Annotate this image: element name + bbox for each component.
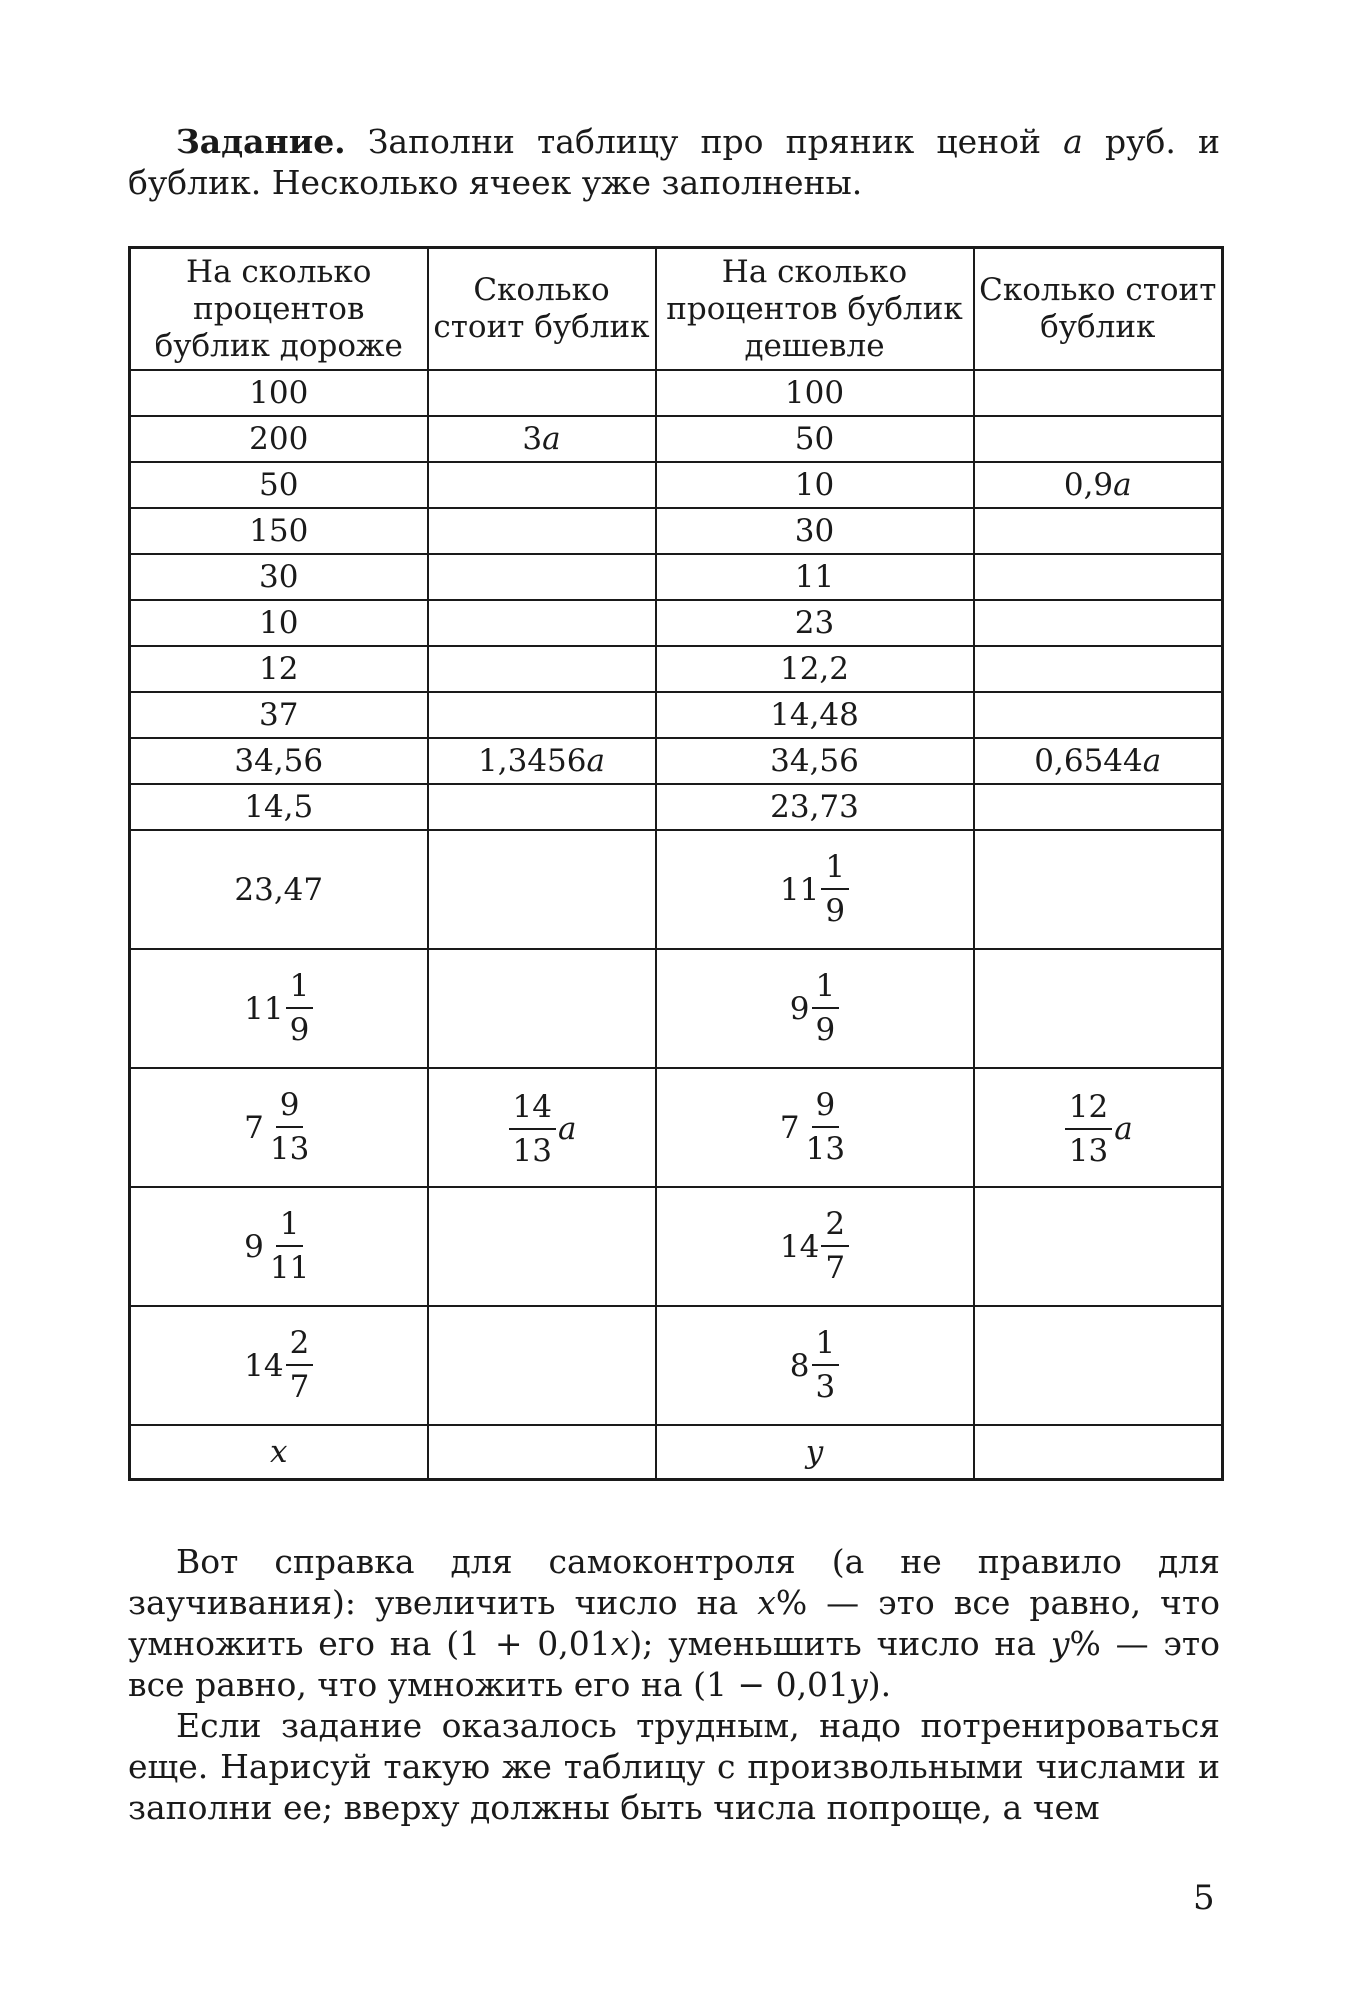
table-cell: y (656, 1425, 974, 1480)
percent-table (128, 246, 1224, 1481)
fraction: $\frac{12}{13}$ a (1063, 1092, 1133, 1167)
table-cell (974, 784, 1223, 830)
table-cell: 50 (656, 416, 974, 462)
table-row (130, 1425, 1223, 1480)
table-cell: 3a (428, 416, 656, 462)
table-row (130, 784, 1223, 830)
table-cell (428, 1425, 656, 1480)
table-cell: 34,56 (130, 738, 428, 784)
table-cell (428, 508, 656, 554)
table-cell: 150 (130, 508, 428, 554)
table-cell: 30 (656, 508, 974, 554)
table-cell (130, 1068, 428, 1187)
table-cell (974, 1187, 1223, 1306)
table-cell (428, 1306, 656, 1425)
header-percent-more: На сколько процентов бублик дороже (130, 248, 428, 371)
help-paragraph: Вот справка для самоконтроля (а не правило для заучивания): увеличить число на x% — это все равно, что умножить его на (1 + 0,01x); уменьшить число на y% — это все равно, что умножить его на (1 − 0,01y). (128, 1542, 1220, 1704)
table-row (130, 600, 1223, 646)
header-cost-1: Сколько стоит бублик (428, 248, 656, 371)
table-cell: 30 (130, 554, 428, 600)
table-row (130, 1306, 1223, 1425)
table-cell (974, 1068, 1223, 1187)
table-cell (130, 1306, 428, 1425)
fraction: 23,47 (234, 871, 324, 908)
table-cell (428, 830, 656, 949)
table-row (130, 646, 1223, 692)
table-cell (428, 692, 656, 738)
table-cell: 23 (656, 600, 974, 646)
table-row (130, 692, 1223, 738)
table-cell: 50 (130, 462, 428, 508)
header-cost-2: Сколько стоит бублик (974, 248, 1223, 371)
table-cell (974, 416, 1223, 462)
table-row (130, 554, 1223, 600)
fraction: $\frac{14}{13}$ a (507, 1092, 577, 1167)
table-cell (974, 554, 1223, 600)
task-label: Задание. (176, 122, 346, 161)
fraction: 11 $\frac{1}{9}$ (244, 971, 313, 1046)
table-cell: 1,3456a (428, 738, 656, 784)
table-cell (428, 462, 656, 508)
fraction: 14 $\frac{2}{7}$ (780, 1209, 849, 1284)
header-percent-less: На сколько процентов бублик дешевле (656, 248, 974, 371)
table-header-row (130, 248, 1223, 371)
table-cell: 100 (130, 370, 428, 416)
table-row (130, 370, 1223, 416)
task-paragraph: Задание. Заполни таблицу про пряник ценой a руб. и бублик. Несколько ячеек уже заполнены. (128, 122, 1221, 202)
table-cell (656, 830, 974, 949)
table-cell: 10 (656, 462, 974, 508)
variable-a: a (1063, 122, 1083, 161)
table-cell (656, 1187, 974, 1306)
table-cell: 37 (130, 692, 428, 738)
table-cell (428, 1068, 656, 1187)
table-cell: 10 (130, 600, 428, 646)
table-cell: 14,5 (130, 784, 428, 830)
table-cell (974, 1306, 1223, 1425)
table-cell (974, 508, 1223, 554)
table-cell: 0,9a (974, 462, 1223, 508)
table-cell (656, 1068, 974, 1187)
table-cell: 200 (130, 416, 428, 462)
notes (128, 1541, 1220, 1828)
table-row (130, 416, 1223, 462)
fraction: 9 $\frac{1}{11}$ (244, 1206, 310, 1286)
table-row (130, 738, 1223, 784)
table-cell (428, 949, 656, 1068)
table-cell (428, 600, 656, 646)
table-cell (974, 600, 1223, 646)
table-cell (656, 949, 974, 1068)
table-cell (974, 949, 1223, 1068)
fraction: 11 $\frac{1}{9}$ (780, 852, 849, 927)
table-cell (656, 1306, 974, 1425)
table-cell (974, 646, 1223, 692)
page-number: 5 (1193, 1878, 1215, 1918)
table-row (130, 830, 1223, 949)
fraction: 9 $\frac{1}{9}$ (790, 971, 839, 1046)
table-cell: 100 (656, 370, 974, 416)
table-cell: 14,48 (656, 692, 974, 738)
table-row (130, 508, 1223, 554)
table-cell (974, 692, 1223, 738)
table-cell (428, 370, 656, 416)
practice-paragraph: Если задание оказалось трудным, надо потренироваться еще. Нарисуй такую же таблицу с произвольными числами и заполни ее; вверху должны быть числа попроще, а чем (128, 1706, 1220, 1827)
table-cell (428, 784, 656, 830)
table-row (130, 1187, 1223, 1306)
table-row (130, 949, 1223, 1068)
table-cell: 12 (130, 646, 428, 692)
table-cell (974, 830, 1223, 949)
table-cell (428, 646, 656, 692)
table-cell (428, 1187, 656, 1306)
table-cell (130, 830, 428, 949)
fraction: 7 $\frac{9}{13}$ (244, 1087, 310, 1167)
table-cell (130, 949, 428, 1068)
fraction: 8 $\frac{1}{3}$ (790, 1328, 839, 1403)
table-cell (130, 1187, 428, 1306)
fraction: 7 $\frac{9}{13}$ (779, 1087, 846, 1167)
table-cell (974, 1425, 1223, 1480)
fraction: 14 $\frac{2}{7}$ (244, 1328, 313, 1403)
table-cell (428, 554, 656, 600)
table-cell: 0,6544a (974, 738, 1223, 784)
table-cell: x (130, 1425, 428, 1480)
table-cell: 34,56 (656, 738, 974, 784)
table-cell: 11 (656, 554, 974, 600)
table-cell: 23,73 (656, 784, 974, 830)
table-cell (974, 370, 1223, 416)
table-row (130, 462, 1223, 508)
table-cell: 12,2 (656, 646, 974, 692)
table-row (130, 1068, 1223, 1187)
